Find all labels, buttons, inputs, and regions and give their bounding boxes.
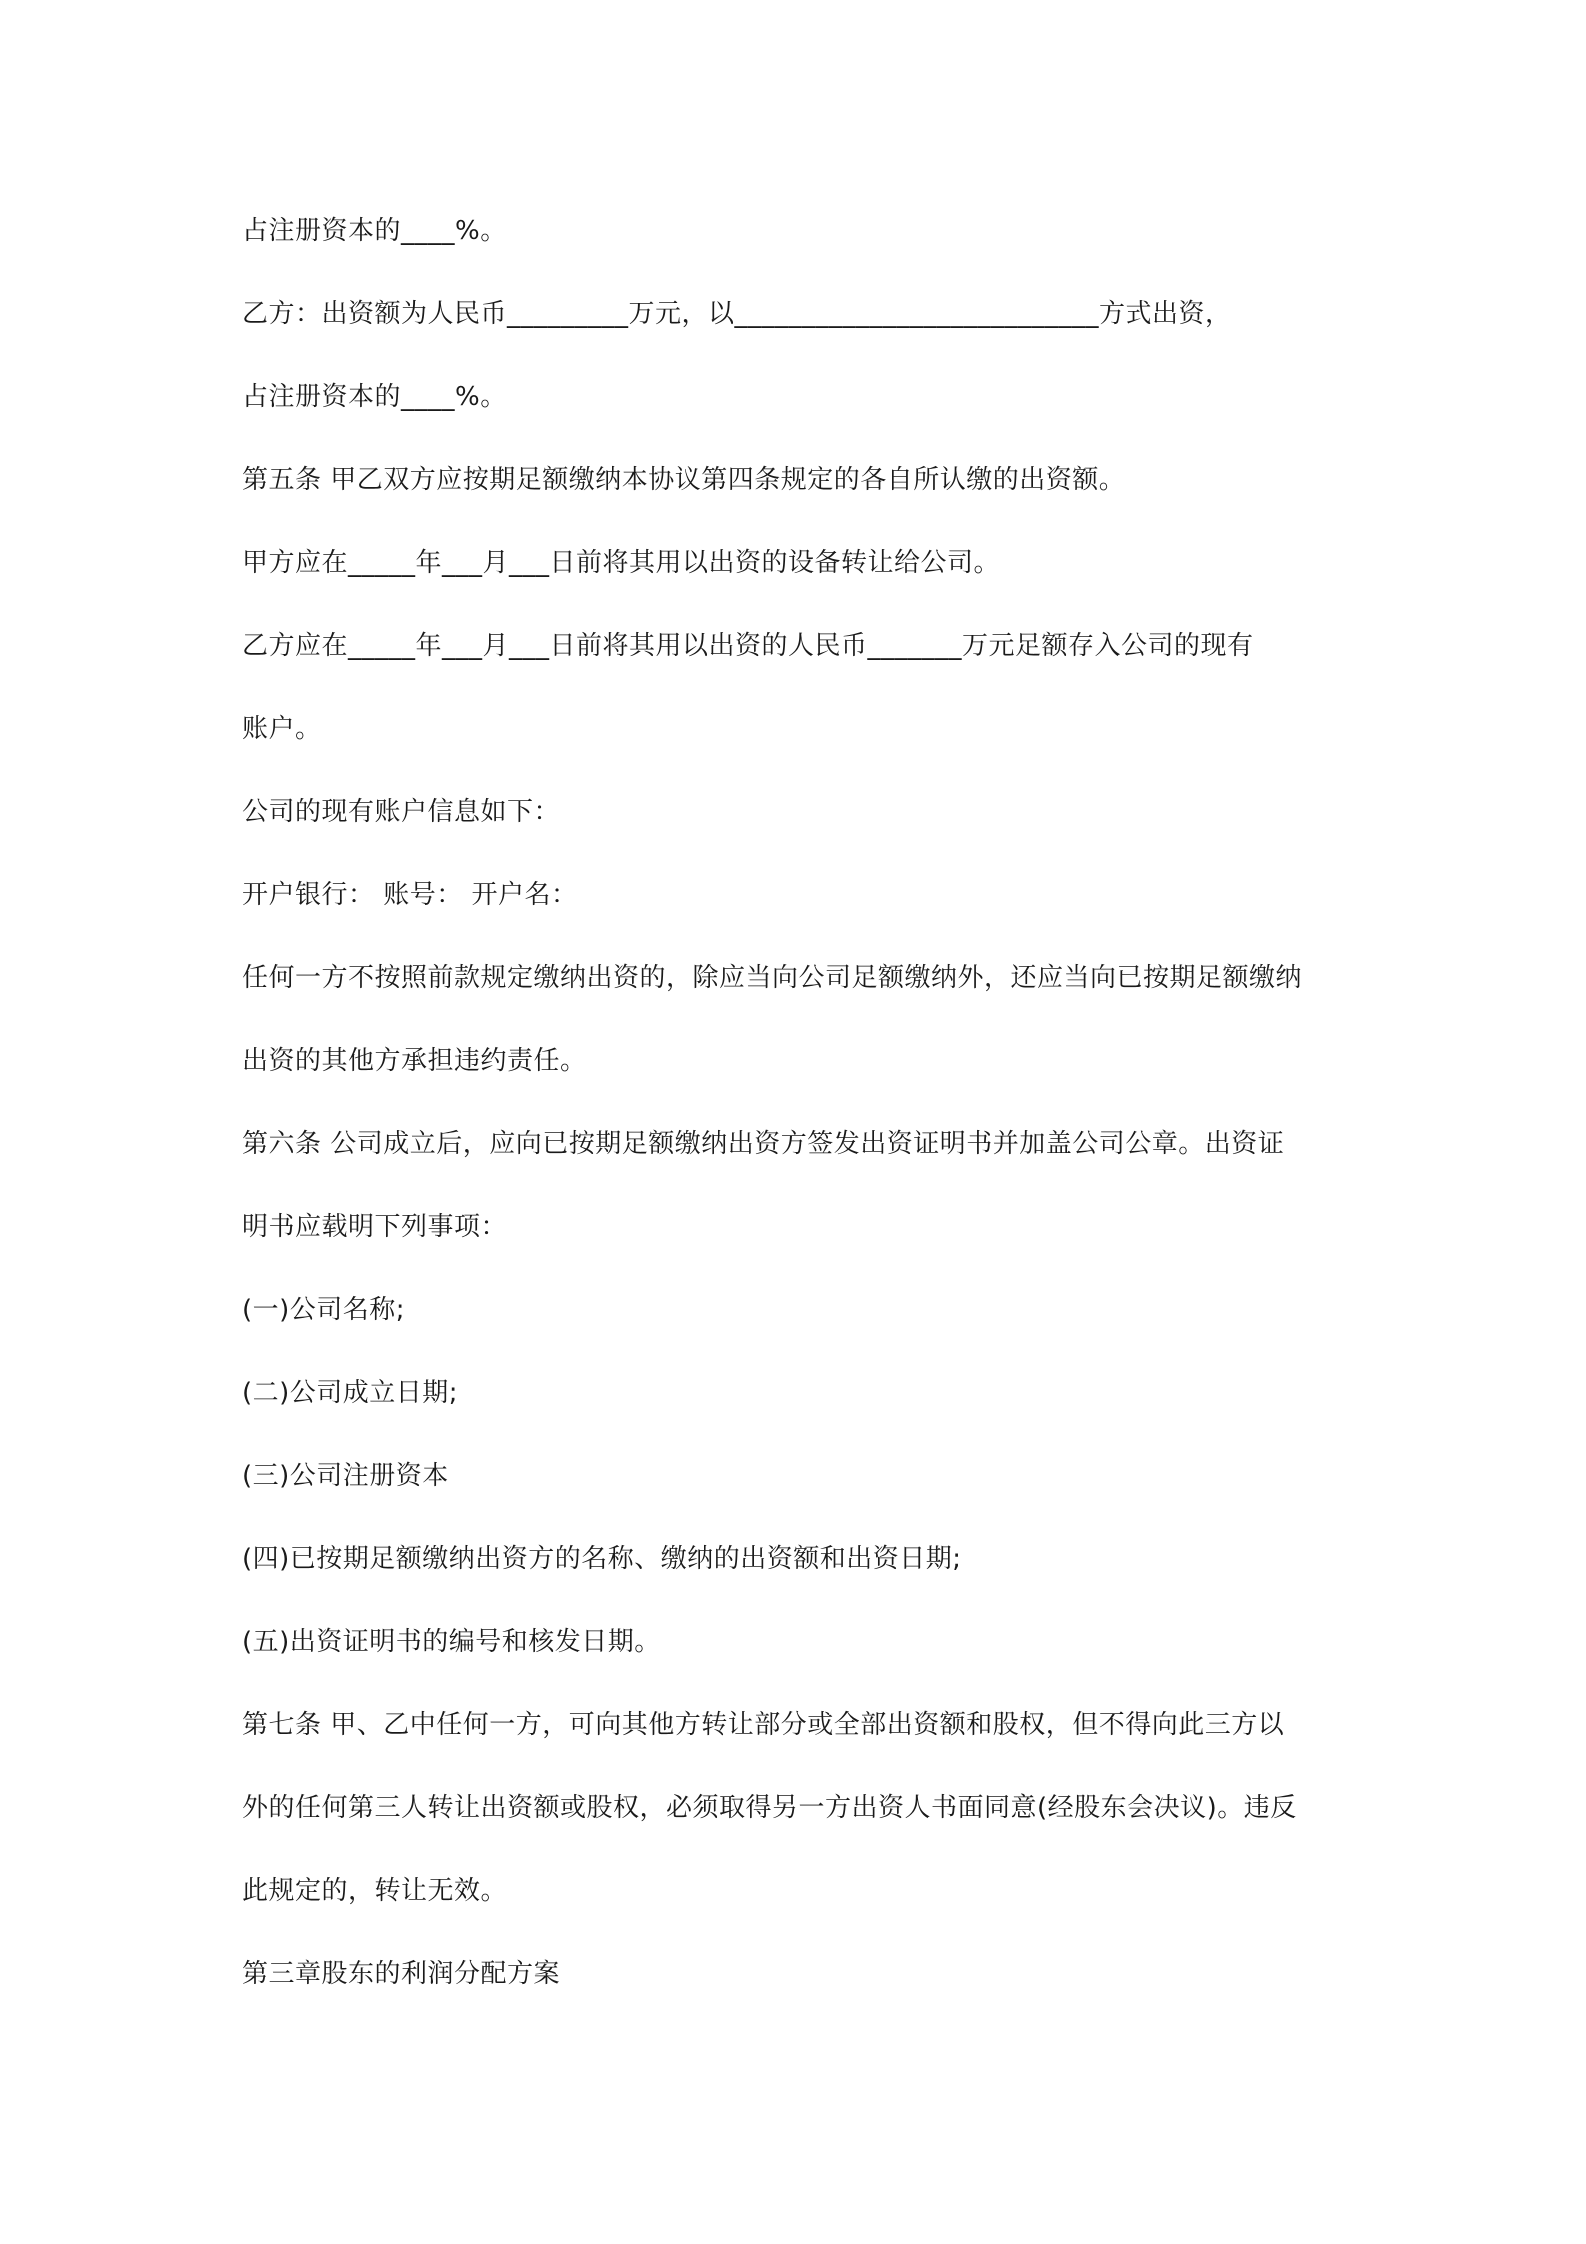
article-7-heading: 第七条 甲、乙中任何一方，可向其他方转让部分或全部出资额和股权，但不得向此三方以 xyxy=(242,1710,1285,1740)
text-line: 明书应载明下列事项： xyxy=(242,1212,508,1242)
text-line: 乙方：出资额为人民币_________万元，以___________________________方式出资， xyxy=(242,299,1232,329)
text-line: 此规定的，转让无效。 xyxy=(242,1876,508,1906)
text-line: 外的任何第三人转让出资额或股权，必须取得另一方出资人书面同意(经股东会决议)。违反 xyxy=(242,1793,1297,1823)
text-line: 占注册资本的____%。 xyxy=(242,382,507,412)
text-line: 公司的现有账户信息如下： xyxy=(242,797,561,827)
list-item: (五)出资证明书的编号和核发日期。 xyxy=(242,1627,661,1657)
text-line: 任何一方不按照前款规定缴纳出资的，除应当向公司足额缴纳外，还应当向已按期足额缴纳 xyxy=(242,963,1303,993)
list-item: (一)公司名称; xyxy=(242,1295,406,1325)
list-item: (四)已按期足额缴纳出资方的名称、缴纳的出资额和出资日期; xyxy=(242,1544,962,1574)
text-line: 占注册资本的____%。 xyxy=(242,216,507,246)
document-body xyxy=(242,200,1362,2026)
article-6-heading: 第六条 公司成立后，应向已按期足额缴纳出资方签发出资证明书并加盖公司公章。出资证 xyxy=(242,1129,1285,1159)
bank-account-info: 开户银行： 账号： 开户名： xyxy=(242,880,578,910)
article-5-heading: 第五条 甲乙双方应按期足额缴纳本协议第四条规定的各自所认缴的出资额。 xyxy=(242,465,1126,495)
text-line: 账户。 xyxy=(242,714,322,744)
text-line: 出资的其他方承担违约责任。 xyxy=(242,1046,587,1076)
chapter-3-heading: 第三章股东的利润分配方案 xyxy=(242,1959,561,1989)
text-line: 乙方应在_____年___月___日前将其用以出资的人民币_______万元足额存入公司的现有 xyxy=(242,631,1254,661)
list-item: (二)公司成立日期; xyxy=(242,1378,459,1408)
list-item: (三)公司注册资本 xyxy=(242,1461,449,1491)
text-line: 甲方应在_____年___月___日前将其用以出资的设备转让给公司。 xyxy=(242,548,1001,578)
